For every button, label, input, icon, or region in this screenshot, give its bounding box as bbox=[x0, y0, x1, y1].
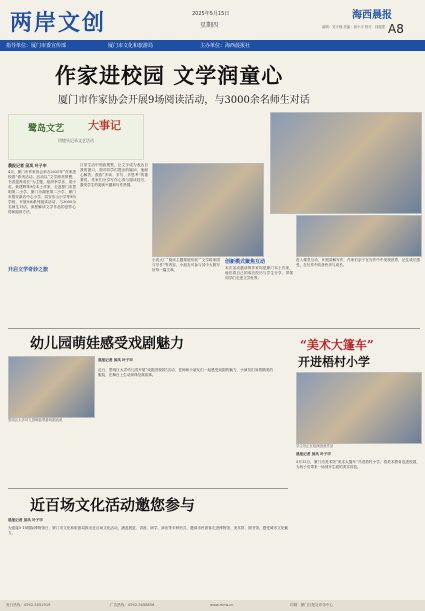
story2-title: 幼儿园萌娃感受戏剧魅力 bbox=[30, 336, 184, 352]
editor-credits: 编辑：吴天楠 美编：林小平 校对：林瑞建 bbox=[322, 25, 386, 29]
section-divider bbox=[8, 328, 420, 329]
story1-col2: 日常生活中细致观察，让文字成为表达自我的窗口，面对同学们提出的疑问，他耐心解答，鼓励“多读、多写、多思考”的重要性。作家们分享写作心得与阅读技巧，激发学生的阅读兴趣和写作热情。 bbox=[80, 163, 148, 187]
story1-col1: 4月，厦门市作家协会举办2025年“作家进校园”系列活动。活动以“文学照亮梦想，书香滋养成长”为主题，组织李学乐、梁小英、黄建辉等9位本土作家，走进厦门市思明第二小学、厦门市湖里第二小学、厦门市翔安新店中心小学、同安东山小学等9所学校，开展9场系列阅读活动，与3000余名师生对话，深度解读文学作品的创作心得和阅读方法。 bbox=[8, 170, 76, 214]
story3-title: 开进梧村小学 bbox=[298, 355, 371, 369]
story4-title: 近百场文化活动邀您参与 bbox=[30, 496, 196, 514]
footer-ad: 广告热线：0592-5058858 bbox=[110, 603, 155, 607]
story3-caption: 学生们正在绘画创意作品 bbox=[296, 444, 334, 448]
art-bus-photo bbox=[296, 372, 422, 444]
banner-subtitle: 用镜头记录文艺活动 bbox=[58, 138, 94, 143]
banner-red-title: 大事记 bbox=[88, 119, 121, 132]
issue-weekday: 星期四 bbox=[200, 22, 219, 29]
story4-byline: 晨报记者 邱凤 叶子申 bbox=[8, 518, 43, 522]
kindergarten-photo bbox=[8, 356, 95, 418]
story1-subhead-2: 创新模式聚焦互动 bbox=[225, 259, 266, 265]
lead-subhead: 厦门市作家协会开展9场阅读活动，与3000余名师生对话 bbox=[58, 95, 310, 106]
story2-byline: 晨报记者 邱凤 叶子申 bbox=[98, 358, 133, 362]
story1-col4: 本次活动邀请的作家均是厦门本土作家，他们将自己的成长经历与学生分享，带领同学们走进文学世界。 bbox=[225, 266, 293, 280]
sponsor-guide: 指导单位：厦门市委宣传部 bbox=[6, 43, 67, 49]
story3-text: 5月12日，厦门市美术馆“美术大篷车”开进梧村小学，将美术教育送进校园，为孩子们带来一场别开生面的美术体验。 bbox=[296, 460, 420, 469]
page-footer bbox=[0, 600, 425, 611]
classroom-photo bbox=[270, 112, 422, 214]
masthead-title: 两岸文创 bbox=[10, 11, 107, 36]
footer-print: 印刷：厦门日报社印务中心 bbox=[290, 603, 334, 607]
page-number: A8 bbox=[388, 22, 404, 36]
story1-col3: 小说大广“阅读主题课展布展”“文学给家园与写作”等内容，小朋友可参与其中大胆写好每一篇文章。 bbox=[152, 258, 220, 272]
author-lecture-photo bbox=[152, 163, 264, 257]
story1-byline: 晨报记者 邱凤 叶子申 bbox=[8, 163, 47, 168]
story1-subhead-1: 开启文学奇妙之旅 bbox=[8, 267, 49, 273]
footer-distribution: 发行热线：0592-5551919 bbox=[6, 603, 51, 607]
story2-caption: 思明区大洋幼儿园萌娃观看戏剧表演 bbox=[8, 418, 63, 422]
footer-site: www.mnw.cn bbox=[210, 603, 234, 607]
story3-red-title: “美术大篷车” bbox=[300, 338, 374, 352]
lead-headline: 作家进校园 文学润童心 bbox=[55, 63, 284, 88]
sponsor-culture: 厦门市文化和旅游局 bbox=[108, 43, 154, 49]
banner-title: 鹭岛文艺 bbox=[28, 124, 65, 134]
students-photo bbox=[296, 215, 422, 257]
story3-byline: 晨报记者 邱凤 叶子申 bbox=[296, 452, 331, 456]
story2-text: 近日，思明区大洋幼儿园开展“戏剧进校园”活动，老师和小朋友们一起感受戏剧的魅力，小演员们身着精美的服装、在舞台上生动演绎经典故事。 bbox=[98, 368, 273, 377]
newspaper-logo: 海西晨报 bbox=[352, 10, 392, 21]
story1-col5: 进入课堂互动，开展讲解写作，作家们亲于在写作中中发现世界，记住成长感受，在写作中收获快乐与成长。 bbox=[296, 258, 420, 267]
section-divider-2 bbox=[8, 488, 288, 489]
story4-text: 为迎接5·18国际博物馆日，厦门市文化和旅游局推出近百场文化活动，涵盖展览、讲座、研学、演出等多种形式，邀请市民游客走进博物馆、美术馆、图书馆，感受城市文化魅力。 bbox=[8, 526, 288, 535]
sponsor-bar bbox=[0, 40, 425, 51]
sponsor-host: 主办单位：海西晨报社 bbox=[200, 43, 251, 49]
issue-date: 2025年5月15日 bbox=[192, 11, 230, 17]
